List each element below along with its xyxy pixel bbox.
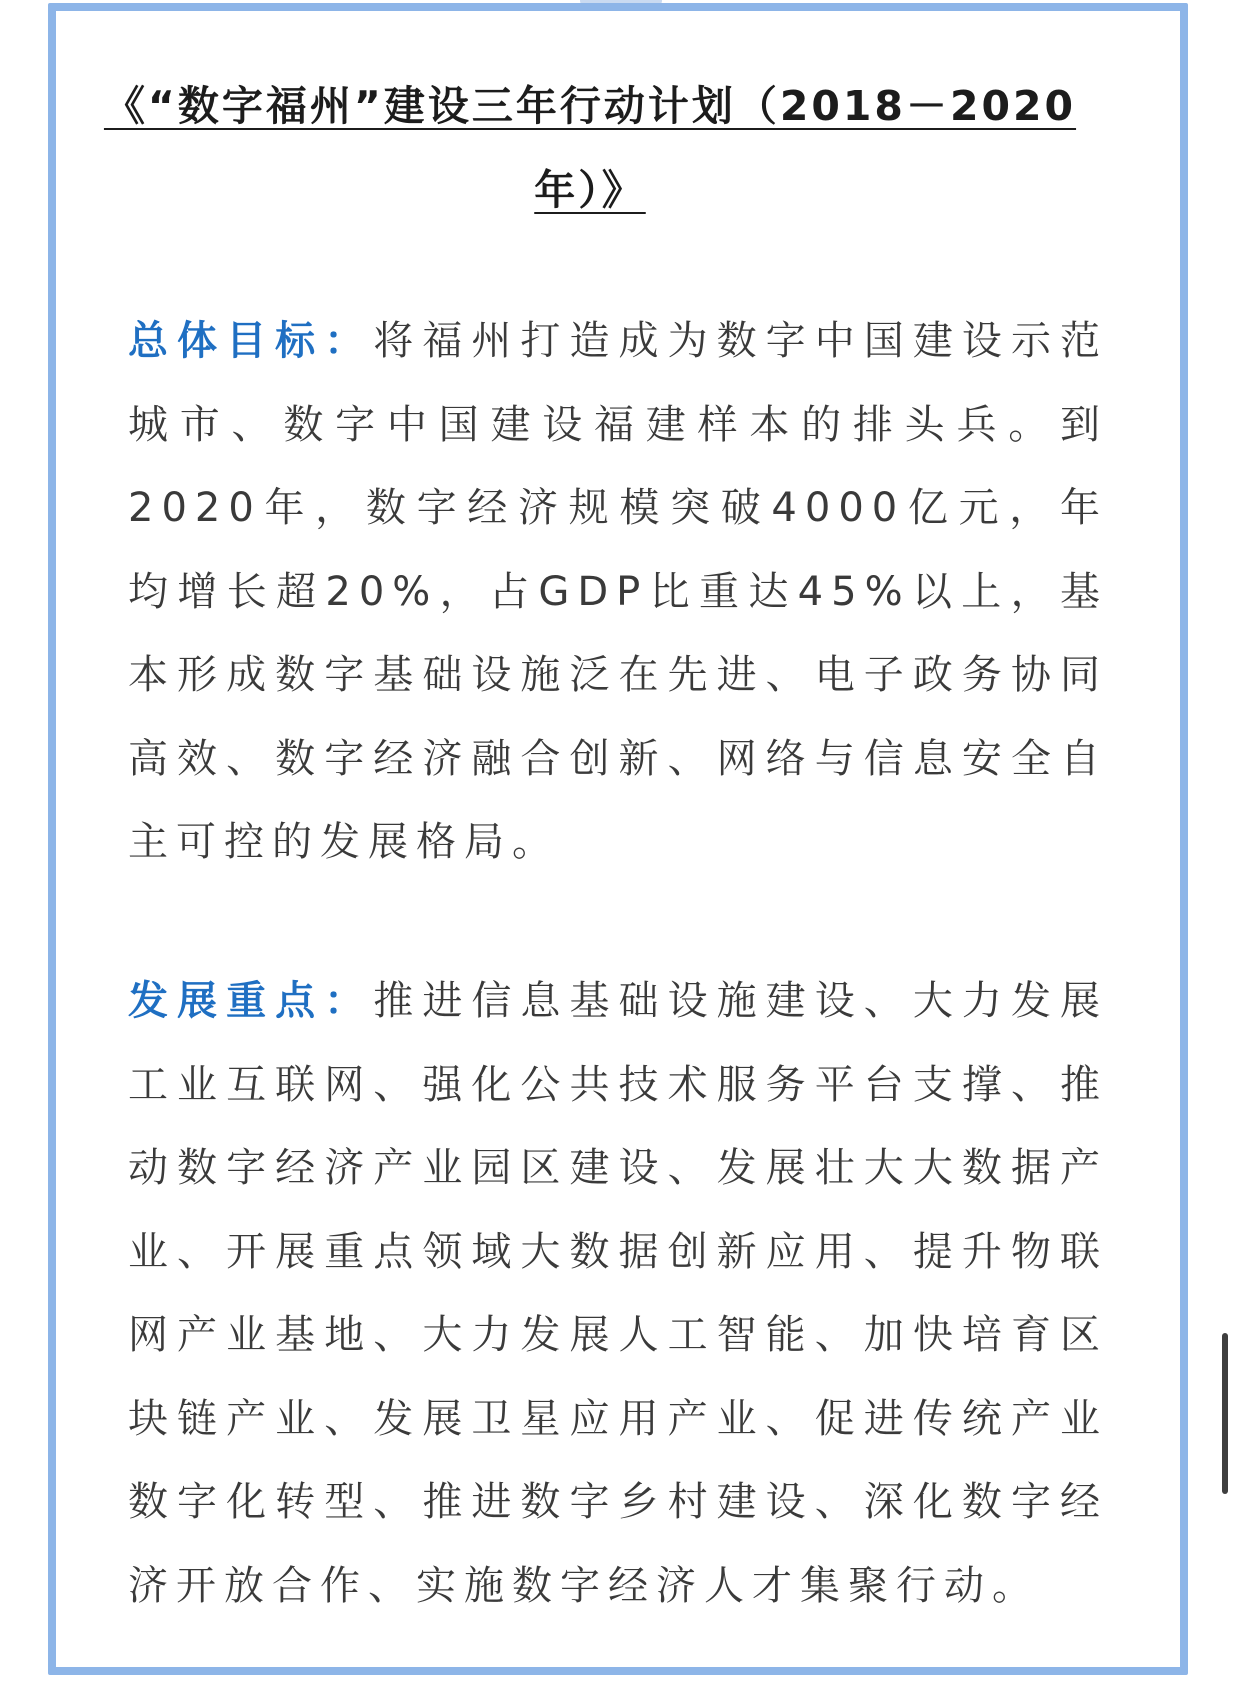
- overall-goal-label: 总体目标：: [128, 318, 374, 364]
- overall-goal-text: 将福州打造成为数字中国建设示范城市、数字中国建设福建样本的排头兵。到2020年，数字经济规模突破4000亿元，年均增长超20%，占GDP比重达45%以上，基本形成数字基础设施泛在先进、电子政务协同高效、数字经济融合创新、网络与信息安全自主可控的发展格局。: [128, 318, 1109, 865]
- development-focus-paragraph: [128, 960, 1108, 1628]
- scrollbar-thumb[interactable]: [1222, 1333, 1228, 1494]
- document-title: [80, 64, 1100, 232]
- overall-goal-paragraph: [128, 300, 1108, 885]
- title-line-2: 年）》: [534, 166, 646, 214]
- title-line-1: 《“数字福州”建设三年行动计划（2018－2020: [103, 82, 1077, 130]
- development-focus-label: 发展重点：: [128, 978, 374, 1024]
- development-focus-text: 推进信息基础设施建设、大力发展工业互联网、强化公共技术服务平台支撑、推动数字经济产业园区建设、发展壮大大数据产业、开展重点领域大数据创新应用、提升物联网产业基地、大力发展人工智能、加快培育区块链产业、发展卫星应用产业、促进传统产业数字化转型、推进数字乡村建设、深化数字经济开放合作、实施数字经济人才集聚行动。: [128, 978, 1109, 1609]
